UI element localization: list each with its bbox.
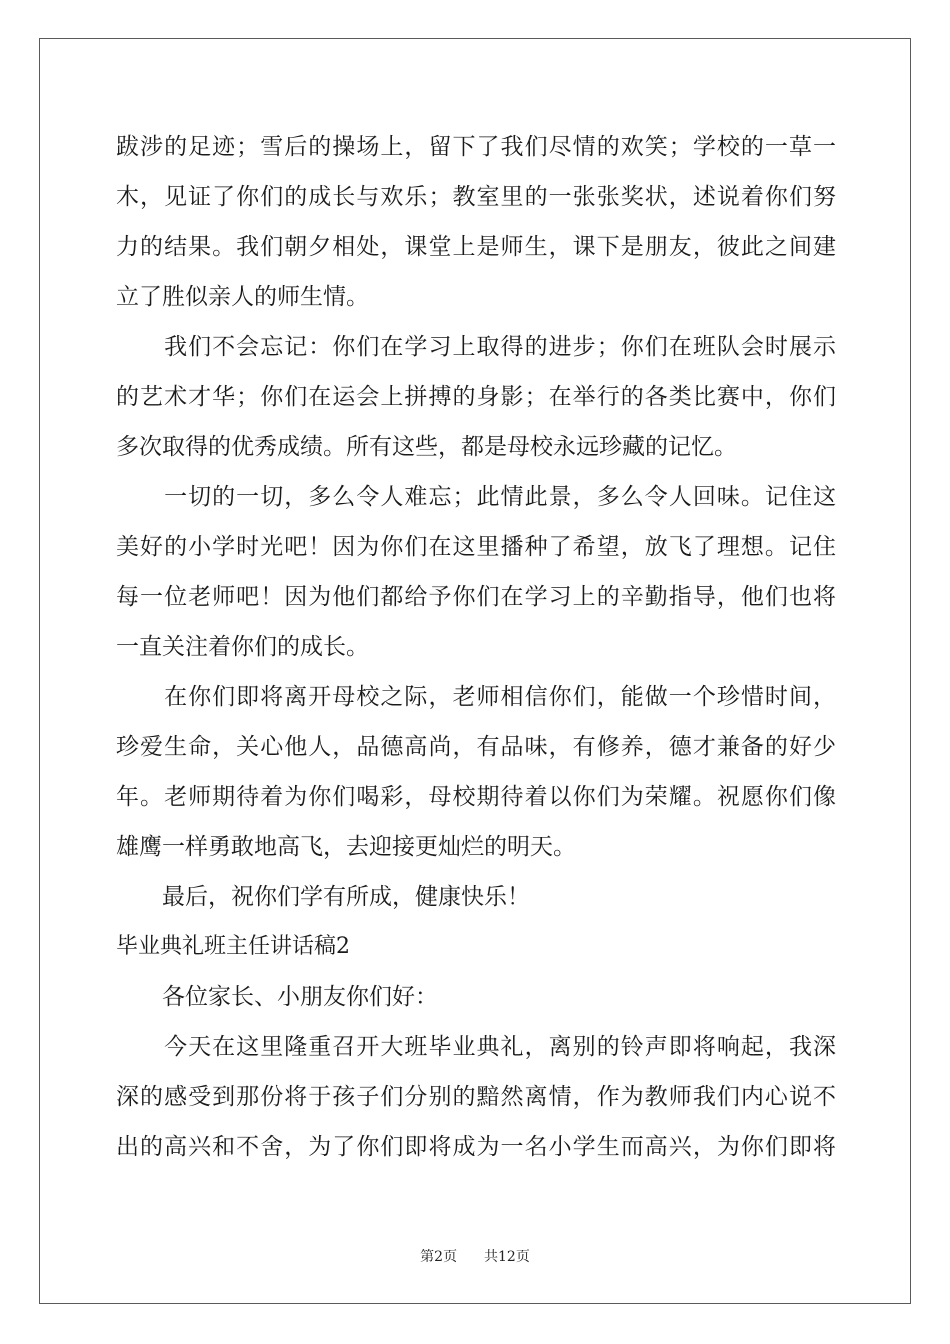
text-line: 雄鹰一样勇敢地高飞，去迎接更灿烂的明天。 xyxy=(116,834,576,860)
text-line: 立了胜似亲人的师生情。 xyxy=(116,284,369,310)
text-line: 深的感受到那份将于孩子们分别的黯然离情，作为教师我们内心说不 xyxy=(116,1084,836,1110)
text-line: 各位家长、小朋友你们好： xyxy=(116,984,438,1010)
text-line: 木，见证了你们的成长与欢乐；教室里的一张张奖状，述说着你们努 xyxy=(116,184,836,210)
page-footer xyxy=(0,1246,950,1266)
text-line: 的艺术才华；你们在运会上拼搏的身影；在举行的各类比赛中，你们 xyxy=(116,384,836,410)
page-total: 共12页 xyxy=(484,1249,530,1265)
text-line: 出的高兴和不舍，为了你们即将成为一名小学生而高兴，为你们即将 xyxy=(116,1134,836,1160)
text-line: 多次取得的优秀成绩。所有这些，都是母校永远珍藏的记忆。 xyxy=(116,434,737,460)
text-line: 珍爱生命，关心他人，品德高尚，有品味，有修养，德才兼备的好少 xyxy=(116,734,836,760)
text-line: 最后，祝你们学有所成，健康快乐！ xyxy=(116,884,530,910)
document-body xyxy=(116,122,836,1172)
text-line: 年。老师期待着为你们喝彩，母校期待着以你们为荣耀。祝愿你们像 xyxy=(116,784,836,810)
text-line: 一切的一切，多么令人难忘；此情此景，多么令人回味。记住这 xyxy=(116,484,836,510)
text-line: 我们不会忘记：你们在学习上取得的进步；你们在班队会时展示 xyxy=(116,334,836,360)
text-line: 力的结果。我们朝夕相处，课堂上是师生，课下是朋友，彼此之间建 xyxy=(116,234,836,260)
page-number: 第2页 xyxy=(420,1249,458,1265)
text-line: 一直关注着你们的成长。 xyxy=(116,634,369,660)
text-line: 在你们即将离开母校之际，老师相信你们，能做一个珍惜时间， xyxy=(116,684,836,710)
section-heading: 毕业典礼班主任讲话稿2 xyxy=(116,934,350,959)
text-line: 每一位老师吧！因为他们都给予你们在学习上的辛勤指导，他们也将 xyxy=(116,584,836,610)
text-line: 今天在这里隆重召开大班毕业典礼，离别的铃声即将响起，我深 xyxy=(116,1034,836,1060)
text-line: 跋涉的足迹；雪后的操场上，留下了我们尽情的欢笑；学校的一草一 xyxy=(116,134,836,160)
text-line: 美好的小学时光吧！因为你们在这里播种了希望，放飞了理想。记住 xyxy=(116,534,836,560)
